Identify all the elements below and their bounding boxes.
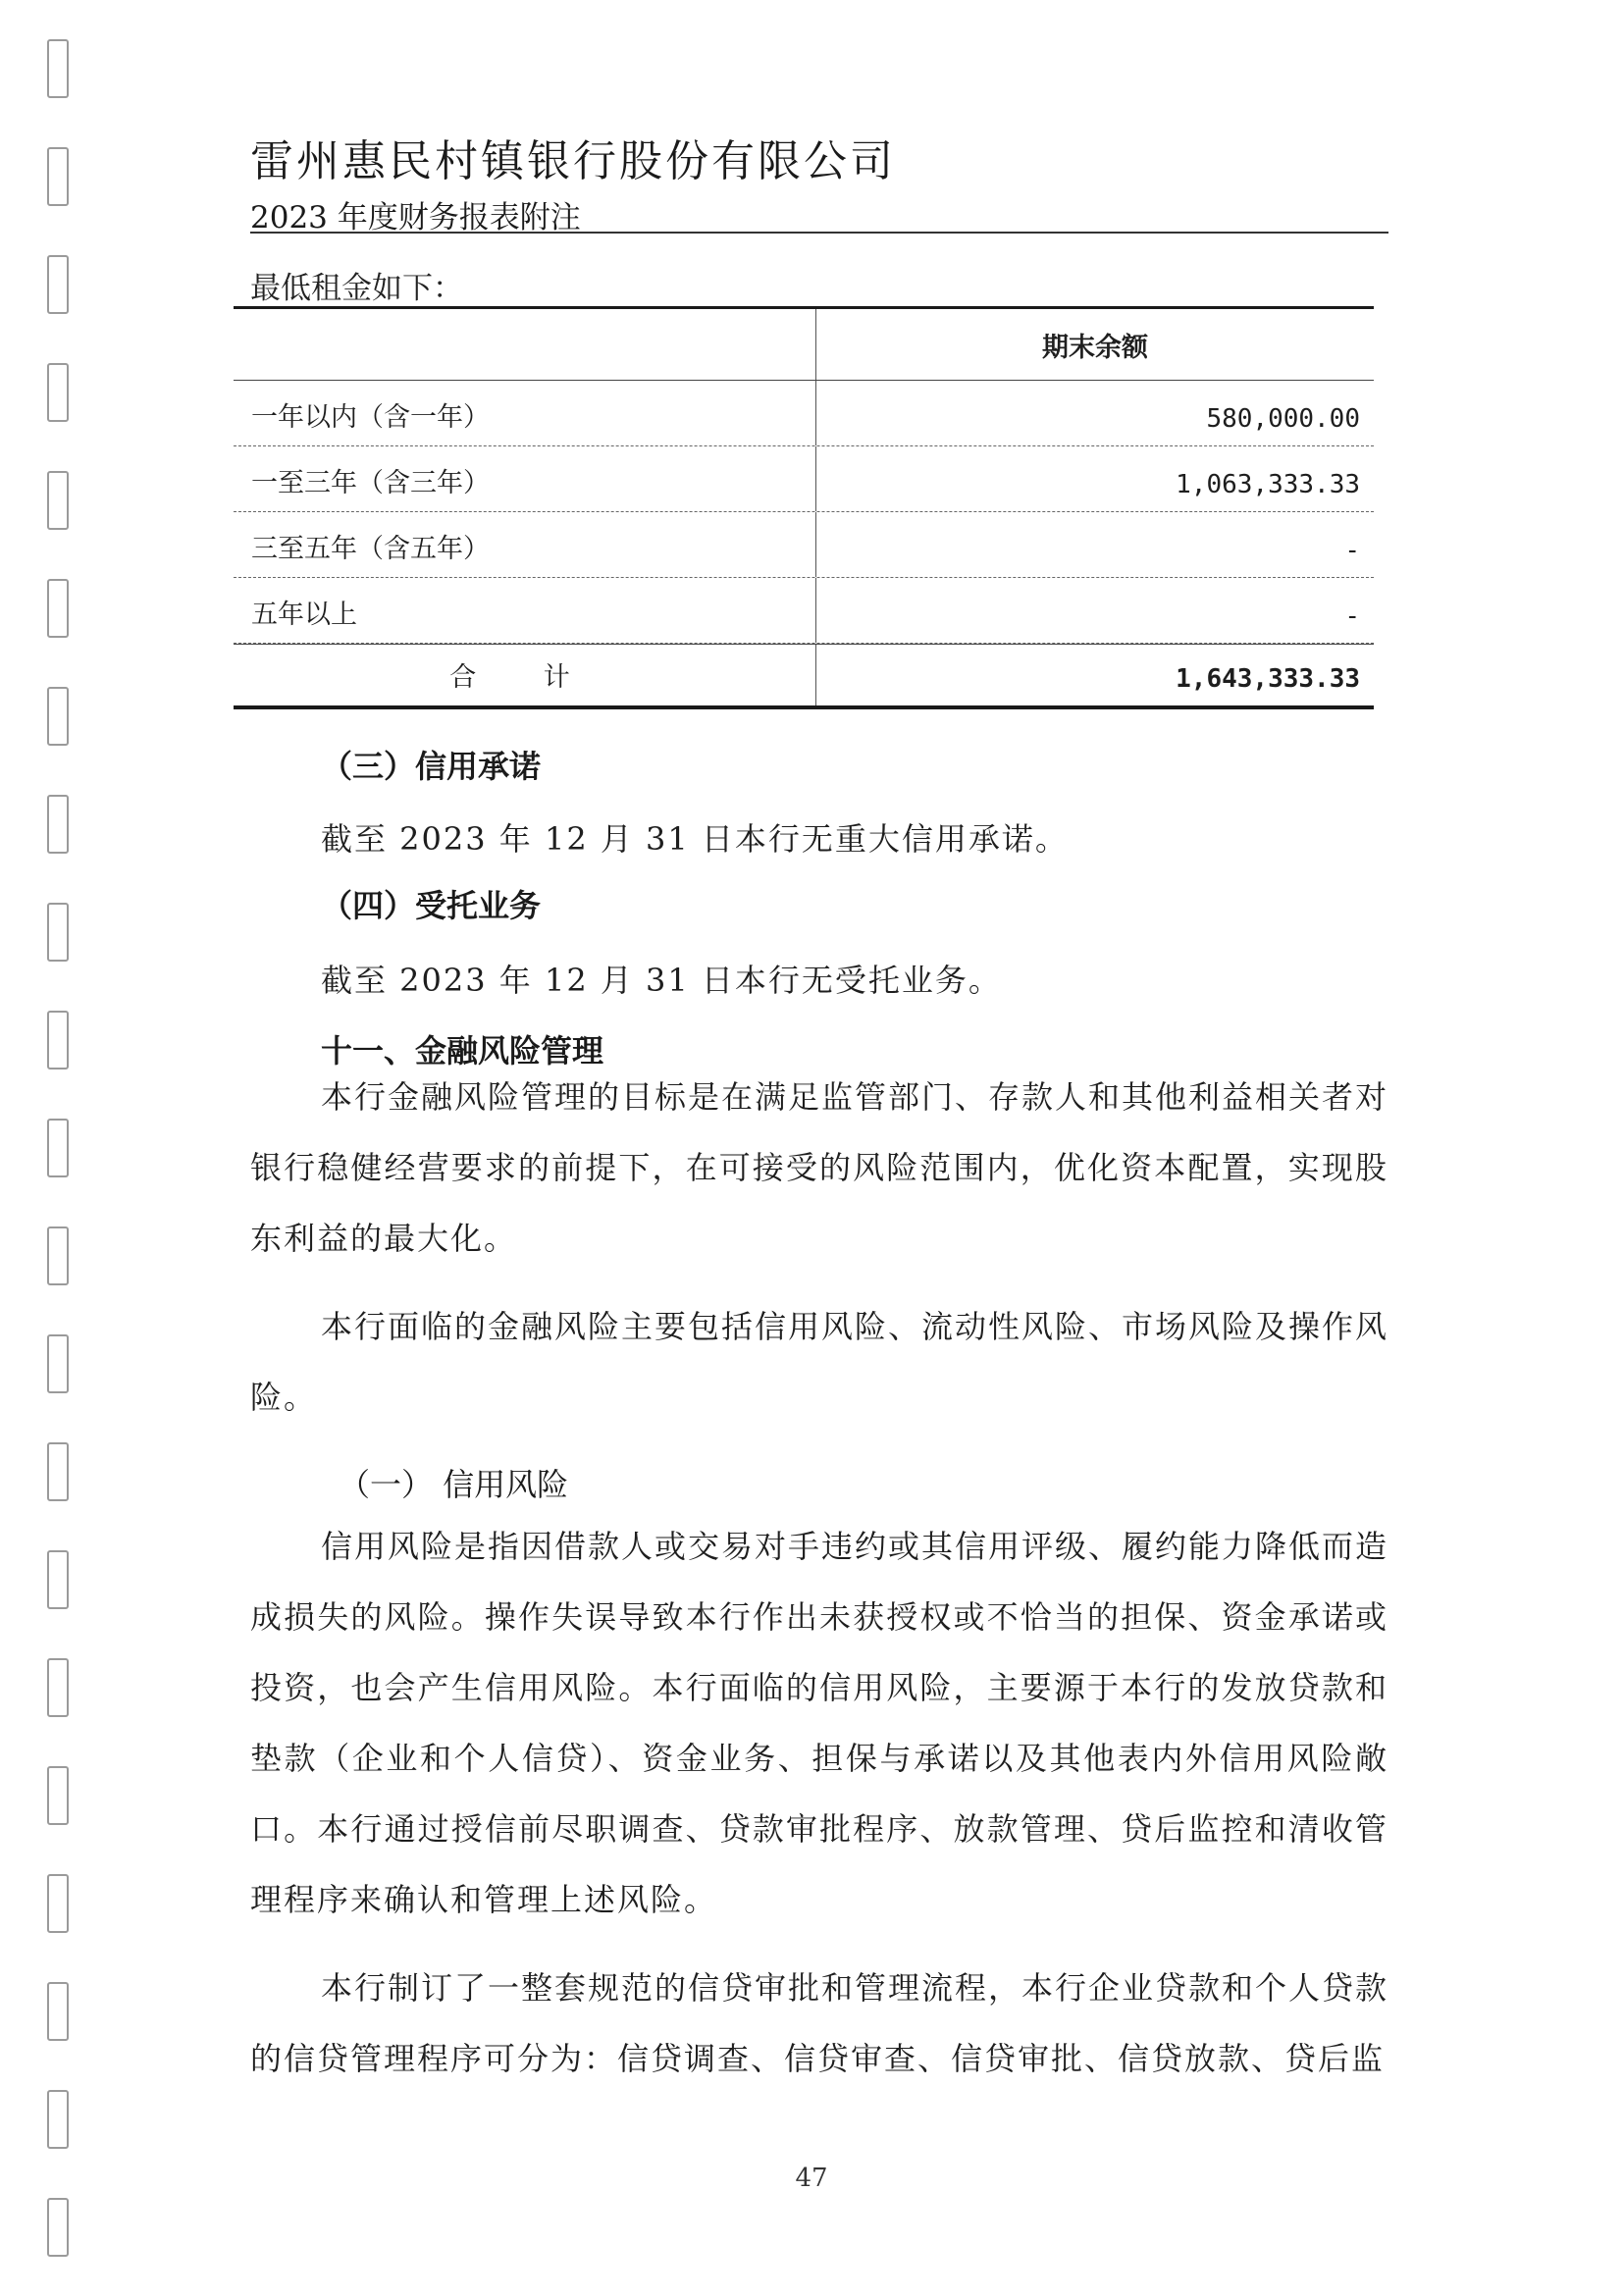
row-value: 1,063,333.33 [1176,470,1360,499]
row-label: 一至三年（含三年） [234,446,816,511]
table-row [234,381,1374,446]
trust-business-text: 截至 2023 年 12 月 31 日本行无受托业务。 [321,962,1002,999]
table-header-row [234,309,1374,381]
row-label: 三至五年（含五年） [234,512,816,577]
credit-risk-paragraph-1: 信用风险是指因借款人或交易对手违约或其信用评级、履约能力降低而造成损失的风险。操作失误导致本行作出未获授权或不恰当的担保、资金承诺或投资，也会产生信用风险。本行面临的信用风险，主要源于本行的发放贷款和垫款（企业和个人信贷）、资金业务、担保与承诺以及其他表内外信用风险敞口。本行通过授信前尽职调查、贷款审批程序、放款管理、贷后监控和清收管理程序来确认和管理上述风险。 [250,1528,1389,1918]
binding-hole [47,471,69,530]
binding-hole [47,579,69,638]
risk-paragraph-2: 本行面临的金融风险主要包括信用风险、流动性风险、市场风险及操作风险。 [250,1308,1389,1416]
binding-hole [47,1011,69,1070]
section-heading-credit-risk: （一） 信用风险 [339,1466,569,1503]
company-name: 雷州惠民村镇银行股份有限公司 [250,136,896,186]
binding-holes [47,0,77,2296]
table-row [234,446,1374,512]
column-header-ending-balance: 期末余额 [1042,332,1148,363]
total-value: 1,643,333.33 [1176,664,1360,694]
binding-hole [47,2090,69,2149]
credit-commitment-text: 截至 2023 年 12 月 31 日本行无重大信用承诺。 [321,820,1069,858]
binding-hole [47,795,69,854]
row-value: 580,000.00 [1206,404,1360,434]
section-heading-credit-commitment: （三）信用承诺 [321,748,542,785]
header-divider [250,232,1388,234]
row-value: - [1344,536,1360,565]
binding-hole [47,687,69,746]
binding-hole [47,903,69,962]
section-heading-trust-business: （四）受托业务 [321,887,542,924]
table-row [234,512,1374,578]
minimum-rent-table [234,306,1374,709]
binding-hole [47,147,69,206]
table-total-row [234,644,1374,705]
binding-hole [47,1874,69,1933]
binding-hole [47,1334,69,1393]
risk-paragraph-1: 本行金融风险管理的目标是在满足监管部门、存款人和其他利益相关者对银行稳健经营要求的前提下，在可接受的风险范围内，优化资本配置，实现股东利益的最大化。 [250,1078,1389,1257]
binding-hole [47,39,69,98]
row-value: - [1344,601,1360,631]
binding-hole [47,1658,69,1717]
page-number: 47 [795,2164,828,2193]
report-subtitle: 2023 年度财务报表附注 [250,200,581,235]
table-row [234,578,1374,644]
binding-hole [47,1442,69,1501]
binding-hole [47,255,69,314]
binding-hole [47,2198,69,2257]
row-label: 五年以上 [234,578,816,643]
binding-hole [47,1119,69,1177]
row-label: 一年以内（含一年） [234,381,816,445]
credit-risk-paragraph-2: 本行制订了一整套规范的信贷审批和管理流程，本行企业贷款和个人贷款的信贷管理程序可分为：信贷调查、信贷审查、信贷审批、信贷放款、贷后监 [250,1969,1389,2077]
table-lead-text: 最低租金如下： [250,271,463,306]
binding-hole [47,1226,69,1285]
section-heading-risk-management: 十一、金融风险管理 [321,1032,604,1070]
binding-hole [47,1550,69,1609]
total-label: 合 计 [234,645,816,705]
binding-hole [47,363,69,422]
binding-hole [47,1766,69,1825]
binding-hole [47,1982,69,2041]
table-header-blank [234,309,816,380]
